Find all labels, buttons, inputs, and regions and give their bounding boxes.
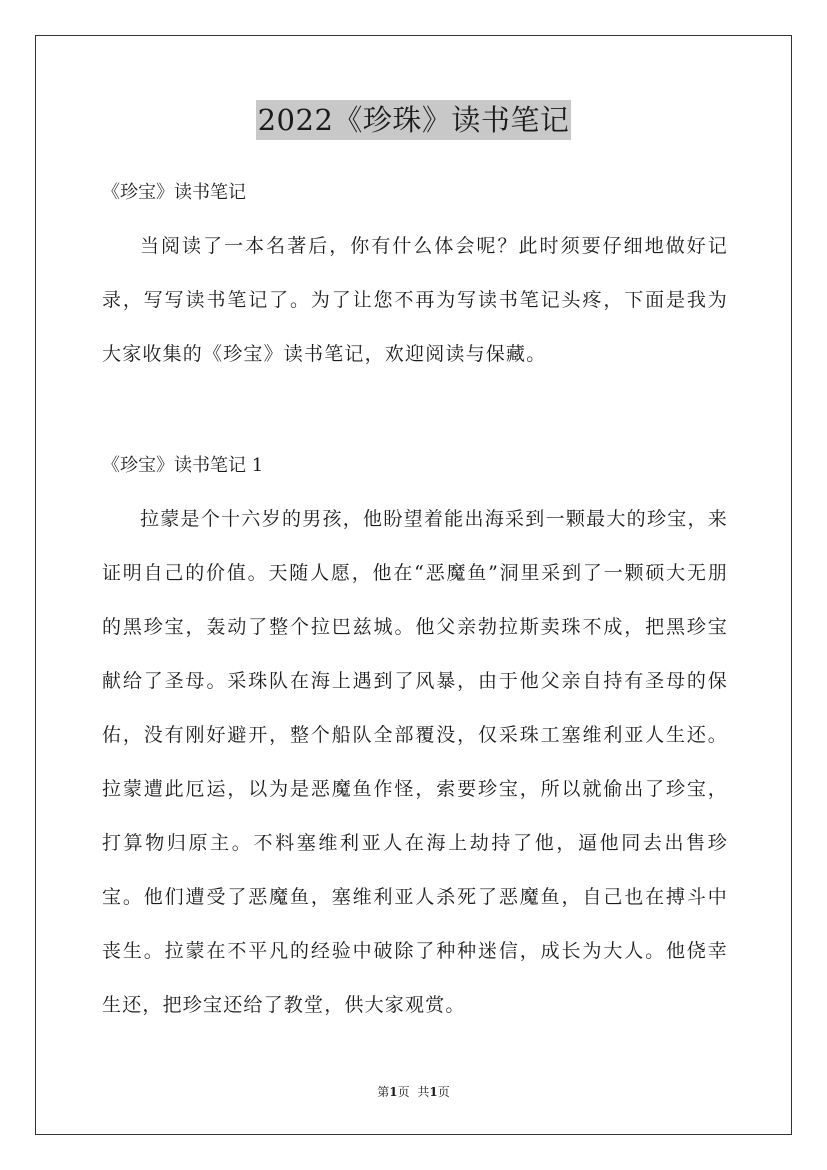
footer-page-suffix: 页 bbox=[397, 1085, 410, 1099]
page-footer bbox=[0, 1084, 827, 1100]
section-heading: 《珍宝》读书笔记 1 bbox=[102, 455, 264, 476]
section-paragraph: 拉蒙是个十六岁的男孩，他盼望着能出海采到一颗最大的珍宝，来证明自己的价值。天随人愿，他在“恶魔鱼”洞里采到了一颗硕大无朋的黑珍宝，轰动了整个拉巴兹城。他父亲勃拉斯卖珠不成，把黑珍宝献给了圣母。采珠队在海上遇到了风暴，由于他父亲自持有圣母的保佑，没有刚好避开，整个船队全部覆没，仅采珠工塞维利亚人生还。拉蒙遭此厄运，以为是恶魔鱼作怪，索要珍宝，所以就偷出了珍宝，打算物归原主。不料塞维利亚人在海上劫持了他，逼他同去出售珍宝。他们遭受了恶魔鱼，塞维利亚人杀死了恶魔鱼，自己也在搏斗中丧生。拉蒙在不平凡的经验中破除了种种迷信，成长为大人。他侥幸生还，把珍宝还给了教堂，供大家观赏。 bbox=[102, 508, 728, 1016]
footer-page-number: 1 bbox=[389, 1085, 398, 1099]
intro-heading: 《珍宝》读书笔记 bbox=[102, 182, 246, 203]
intro-paragraph: 当阅读了一本名著后，你有什么体会呢？此时须要仔细地做好记录，写写读书笔记了。为了让您不再为写读书笔记头疼，下面是我为大家收集的《珍宝》读书笔记，欢迎阅读与保藏。 bbox=[102, 235, 728, 365]
footer-total-suffix: 页 bbox=[437, 1085, 450, 1099]
document-title: 2022《珍珠》读书笔记 bbox=[256, 100, 572, 140]
title-container bbox=[0, 100, 827, 140]
footer-page-prefix: 第 bbox=[377, 1085, 390, 1099]
footer-total-prefix: 共 bbox=[417, 1085, 430, 1099]
footer-total-number: 1 bbox=[429, 1085, 438, 1099]
